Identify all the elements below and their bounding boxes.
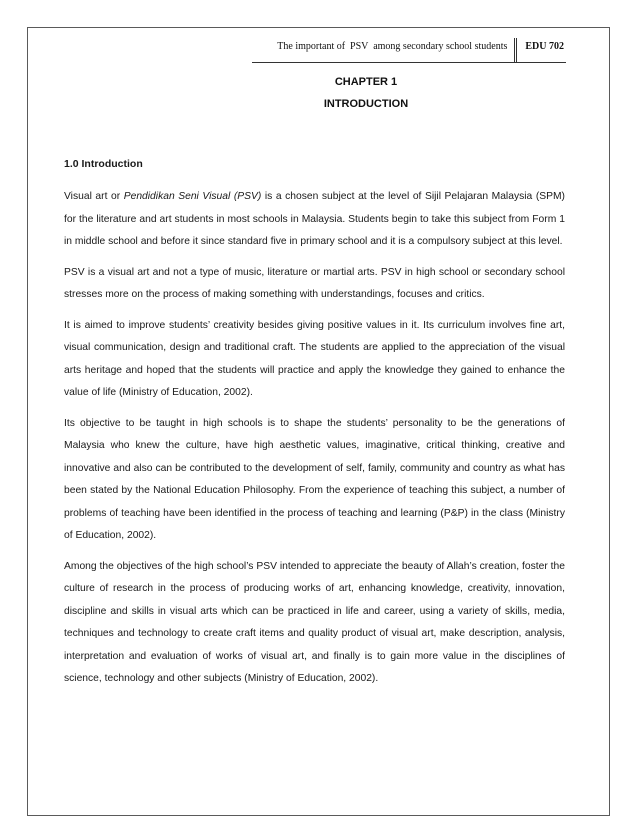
document-body [64,157,565,699]
paragraph-1-lead: Visual art or [64,191,124,202]
paragraph-4: Its objective to be taught in high schools is to shape the students’ personality to be the generations of Malaysia who knew the culture, have high aesthetic values, imaginative, critical thinking, creative and innovative and also can be contributed to the development of self, family, community and country as what has been stated by the National Education Philosophy. From the experience of teaching this subject, a number of problems of teaching have been identified in the process of teaching and learning (P&P) in the class (Ministry of Education, 2002). [64,417,565,541]
paragraph-5: Among the objectives of the high school’s PSV intended to appreciate the beauty of Allah’s creation, foster the culture of research in the process of producing works of art, enhancing knowledge, creativity, innovation, discipline and skills in visual arts which can be practiced in life and career, using a variety of skills, media, techniques and technology to create craft items and quality product of visual art, make description, analysis, interpretation and evaluation of works of visual art, and finally is to gain more value in the disciplines of science, technology and other subjects (Ministry of Education, 2002). [64,560,565,684]
paragraph-1-italic-term: Pendidikan Seni Visual (PSV) [123,191,262,202]
paragraph-3: It is aimed to improve students’ creativity besides giving positive values in it. Its curriculum involves fine art, visual communication, design and traditional craft. The students are applied to the appreciation of the visual arts heritage and hoped that the students will practice and apply the knowledge they gained to enhance the value of life (Ministry of Education, 2002). [64,319,565,398]
header-rule [252,62,566,63]
header-course-code: EDU 702 [514,38,564,62]
header-title: The important of PSV among secondary school students [277,41,508,52]
running-header [277,38,564,62]
paragraph-2: PSV is a visual art and not a type of music, literature or martial arts. PSV in high school or secondary school stresses more on the process of making something with understandings, focuses and critics. [64,266,565,300]
chapter-number: CHAPTER 1 [334,76,398,88]
chapter-title: INTRODUCTION [323,98,409,110]
paragraph-1 [64,186,565,254]
paragraph-1-rest: is a chosen subject at the level of Sijil Pelajaran Malaysia (SPM) for the literature and art students in most schools in Malaysia. Students begin to take this subject from Form 1 in middle school and before it since standard five in primary school and it is a compulsory subject at this level. [64,191,565,247]
section-heading: 1.0 Introduction [64,158,143,170]
